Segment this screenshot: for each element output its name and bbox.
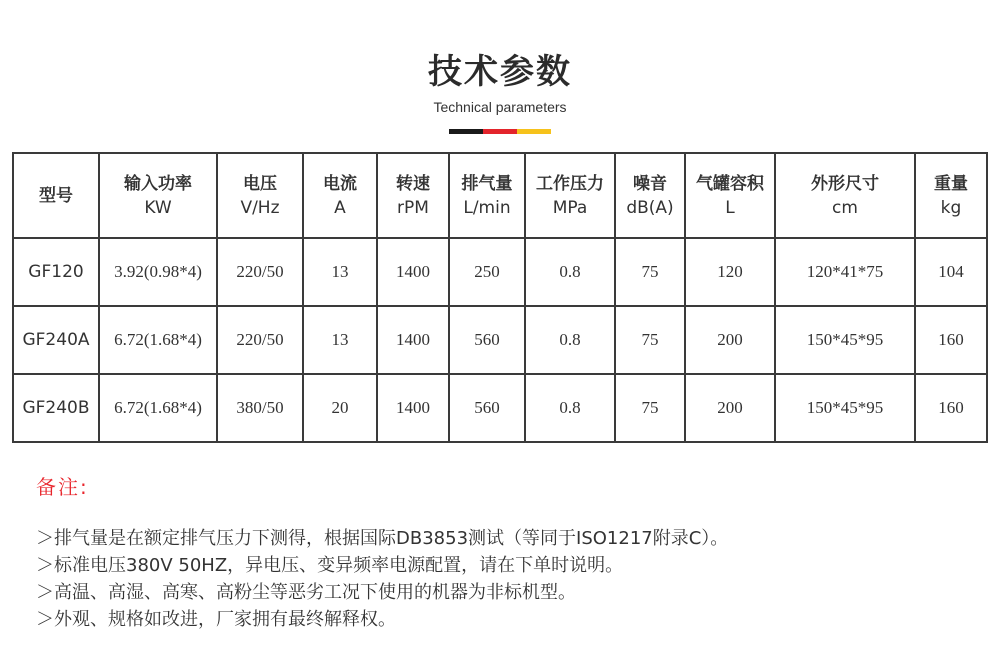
cell-dimensions: 150*45*95 xyxy=(775,374,915,442)
cell-model: GF240A xyxy=(13,306,99,374)
header-tank-volume: 气罐容积 L xyxy=(685,153,775,238)
cell-current: 20 xyxy=(303,374,377,442)
cell-displacement: 560 xyxy=(449,306,525,374)
header-displacement: 排气量 L/min xyxy=(449,153,525,238)
header-noise: 噪音 dB(A) xyxy=(615,153,685,238)
cell-speed: 1400 xyxy=(377,374,449,442)
header-pressure: 工作压力 MPa xyxy=(525,153,615,238)
cell-pressure: 0.8 xyxy=(525,306,615,374)
spec-table xyxy=(12,152,988,443)
note-item: ＞外观、规格如改进，厂家拥有最终解释权。 xyxy=(36,609,396,630)
cell-current: 13 xyxy=(303,238,377,306)
cell-power: 3.92(0.98*4) xyxy=(99,238,217,306)
header-power: 输入功率 KW xyxy=(99,153,217,238)
cell-pressure: 0.8 xyxy=(525,374,615,442)
cell-pressure: 0.8 xyxy=(525,238,615,306)
flag-stripe-gold xyxy=(517,129,551,134)
cell-weight: 104 xyxy=(915,238,987,306)
notes-title: 备注: xyxy=(36,475,89,499)
cell-tank-volume: 120 xyxy=(685,238,775,306)
table-row xyxy=(13,374,987,442)
cell-tank-volume: 200 xyxy=(685,306,775,374)
header-speed: 转速 rPM xyxy=(377,153,449,238)
cell-noise: 75 xyxy=(615,374,685,442)
table-row xyxy=(13,238,987,306)
header-dimensions: 外形尺寸 cm xyxy=(775,153,915,238)
cell-noise: 75 xyxy=(615,306,685,374)
cell-voltage: 220/50 xyxy=(217,306,303,374)
page-subtitle: Technical parameters xyxy=(433,99,567,115)
cell-weight: 160 xyxy=(915,306,987,374)
page-title: 技术参数 xyxy=(428,52,572,92)
cell-power: 6.72(1.68*4) xyxy=(99,306,217,374)
cell-weight: 160 xyxy=(915,374,987,442)
cell-model: GF240B xyxy=(13,374,99,442)
cell-power: 6.72(1.68*4) xyxy=(99,374,217,442)
table-row xyxy=(13,306,987,374)
note-item: ＞高温、高湿、高寒、高粉尘等恶劣工况下使用的机器为非标机型。 xyxy=(36,582,576,603)
cell-current: 13 xyxy=(303,306,377,374)
header-weight: 重量 kg xyxy=(915,153,987,238)
flag-stripe-black xyxy=(449,129,483,134)
cell-dimensions: 120*41*75 xyxy=(775,238,915,306)
flag-stripe-red xyxy=(483,129,517,134)
header-voltage: 电压 V/Hz xyxy=(217,153,303,238)
note-item: ＞标准电压380V 50HZ，异电压、变异频率电源配置，请在下单时说明。 xyxy=(36,555,624,576)
cell-noise: 75 xyxy=(615,238,685,306)
cell-voltage: 380/50 xyxy=(217,374,303,442)
cell-voltage: 220/50 xyxy=(217,238,303,306)
cell-model: GF120 xyxy=(13,238,99,306)
flag-stripe xyxy=(449,129,551,134)
cell-displacement: 250 xyxy=(449,238,525,306)
cell-speed: 1400 xyxy=(377,306,449,374)
cell-displacement: 560 xyxy=(449,374,525,442)
table-header-row xyxy=(13,153,987,238)
notes-list xyxy=(36,525,986,633)
cell-speed: 1400 xyxy=(377,238,449,306)
cell-dimensions: 150*45*95 xyxy=(775,306,915,374)
header-current: 电流 A xyxy=(303,153,377,238)
note-item: ＞排气量是在额定排气压力下测得，根据国际DB3853测试（等同于ISO1217附录C）。 xyxy=(36,528,729,549)
cell-tank-volume: 200 xyxy=(685,374,775,442)
header-model: 型号 xyxy=(13,153,99,238)
